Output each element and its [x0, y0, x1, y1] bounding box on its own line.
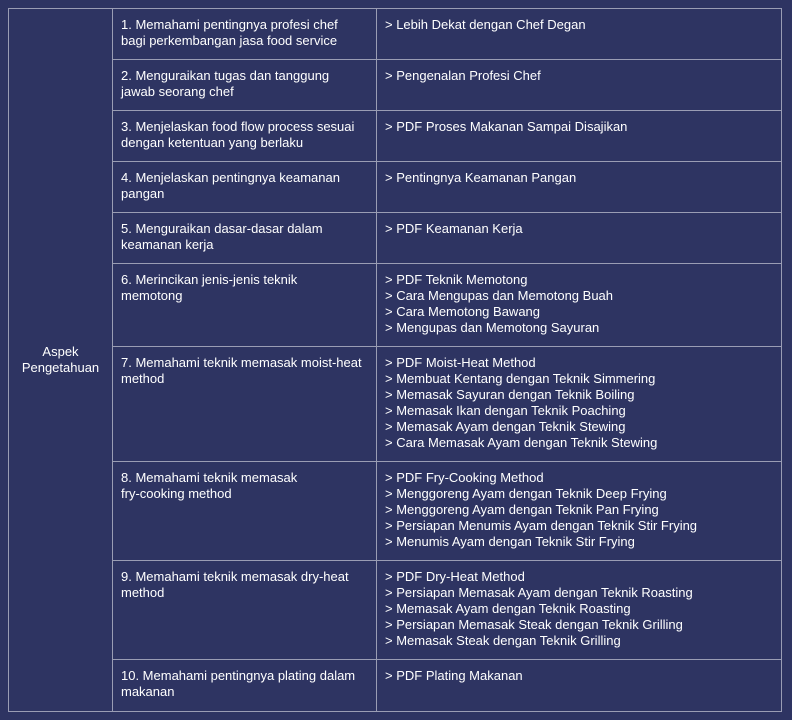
material-link[interactable]: > Membuat Kentang dengan Teknik Simmering [385, 371, 656, 386]
curriculum-table [8, 8, 782, 712]
objective-text: keamanan kerja [121, 237, 214, 252]
objective-text: fry-cooking method [121, 486, 232, 501]
objective-cell [113, 9, 377, 60]
table-row [9, 60, 782, 111]
material-link[interactable]: > Lebih Dekat dengan Chef Degan [385, 17, 586, 32]
material-link[interactable]: > Cara Mengupas dan Memotong Buah [385, 288, 614, 303]
objective-cell [113, 213, 377, 264]
objective-text: 9. Memahami teknik memasak dry-heat [121, 569, 349, 584]
material-link[interactable]: > PDF Keamanan Kerja [385, 221, 523, 236]
objective-text: 3. Menjelaskan food flow process sesuai [121, 119, 355, 134]
material-link[interactable]: > Persiapan Menumis Ayam dengan Teknik Stir Frying [385, 518, 698, 533]
material-link[interactable]: > Menggoreng Ayam dengan Teknik Pan Frying [385, 502, 659, 517]
table-row [9, 162, 782, 213]
material-link[interactable]: > Mengupas dan Memotong Sayuran [385, 320, 600, 335]
material-link[interactable]: > Memasak Sayuran dengan Teknik Boiling [385, 387, 635, 402]
material-link[interactable]: > Pengenalan Profesi Chef [385, 68, 541, 83]
table-row [9, 660, 782, 712]
material-cell [377, 213, 782, 264]
material-cell [377, 264, 782, 347]
material-link[interactable]: > Menggoreng Ayam dengan Teknik Deep Frying [385, 486, 667, 501]
material-link[interactable]: > Persiapan Memasak Steak dengan Teknik Grilling [385, 617, 683, 632]
material-link[interactable]: > Memasak Ikan dengan Teknik Poaching [385, 403, 626, 418]
table-row [9, 561, 782, 660]
material-link[interactable]: > PDF Plating Makanan [385, 668, 523, 683]
objective-cell [113, 462, 377, 561]
material-link[interactable]: > Pentingnya Keamanan Pangan [385, 170, 577, 185]
material-link[interactable]: > Cara Memotong Bawang [385, 304, 541, 319]
objective-text: 10. Memahami pentingnya plating dalam [121, 668, 356, 683]
objective-cell [113, 264, 377, 347]
aspect-label-line2: Pengetahuan [21, 360, 100, 375]
material-link[interactable]: > Menumis Ayam dengan Teknik Stir Frying [385, 534, 635, 549]
curriculum-table-body [9, 9, 782, 712]
objective-text: 1. Memahami pentingnya profesi chef [121, 17, 338, 32]
material-link[interactable]: > Memasak Steak dengan Teknik Grilling [385, 633, 621, 648]
objective-text: 5. Menguraikan dasar-dasar dalam [121, 221, 323, 236]
objective-text: method [121, 585, 165, 600]
objective-text: 4. Menjelaskan pentingnya keamanan [121, 170, 340, 185]
aspect-cell [9, 9, 113, 712]
material-link[interactable]: > Memasak Ayam dengan Teknik Stewing [385, 419, 626, 434]
objective-text: pangan [121, 186, 165, 201]
material-cell [377, 660, 782, 712]
material-link[interactable]: > PDF Proses Makanan Sampai Disajikan [385, 119, 628, 134]
material-link[interactable]: > PDF Dry-Heat Method [385, 569, 525, 584]
objective-text: 6. Merincikan jenis-jenis teknik [121, 272, 298, 287]
objective-cell [113, 162, 377, 213]
material-link[interactable]: > Memasak Ayam dengan Teknik Roasting [385, 601, 631, 616]
material-cell [377, 9, 782, 60]
objective-text: 8. Memahami teknik memasak [121, 470, 298, 485]
objective-cell [113, 347, 377, 462]
material-cell [377, 462, 782, 561]
material-link[interactable]: > Persiapan Memasak Ayam dengan Teknik Roasting [385, 585, 693, 600]
objective-text: makanan [121, 684, 175, 699]
table-row [9, 111, 782, 162]
objective-text: dengan ketentuan yang berlaku [121, 135, 304, 150]
table-row [9, 462, 782, 561]
table-row [9, 264, 782, 347]
material-cell [377, 111, 782, 162]
aspect-label-line1: Aspek [42, 344, 79, 359]
objective-cell [113, 111, 377, 162]
objective-text: 2. Menguraikan tugas dan tanggung [121, 68, 330, 83]
material-cell [377, 347, 782, 462]
material-cell [377, 561, 782, 660]
curriculum-table-container [8, 8, 782, 712]
objective-text: bagi perkembangan jasa food service [121, 33, 338, 48]
material-cell [377, 60, 782, 111]
table-row [9, 347, 782, 462]
material-link[interactable]: > PDF Teknik Memotong [385, 272, 528, 287]
material-link[interactable]: > Cara Memasak Ayam dengan Teknik Stewing [385, 435, 658, 450]
objective-cell [113, 660, 377, 712]
objective-text: 7. Memahami teknik memasak moist-heat [121, 355, 362, 370]
objective-text: jawab seorang chef [121, 84, 234, 99]
objective-text: memotong [121, 288, 183, 303]
objective-cell [113, 60, 377, 111]
table-row [9, 9, 782, 60]
material-link[interactable]: > PDF Fry-Cooking Method [385, 470, 544, 485]
material-cell [377, 162, 782, 213]
objective-cell [113, 561, 377, 660]
table-row [9, 213, 782, 264]
objective-text: method [121, 371, 165, 386]
material-link[interactable]: > PDF Moist-Heat Method [385, 355, 536, 370]
